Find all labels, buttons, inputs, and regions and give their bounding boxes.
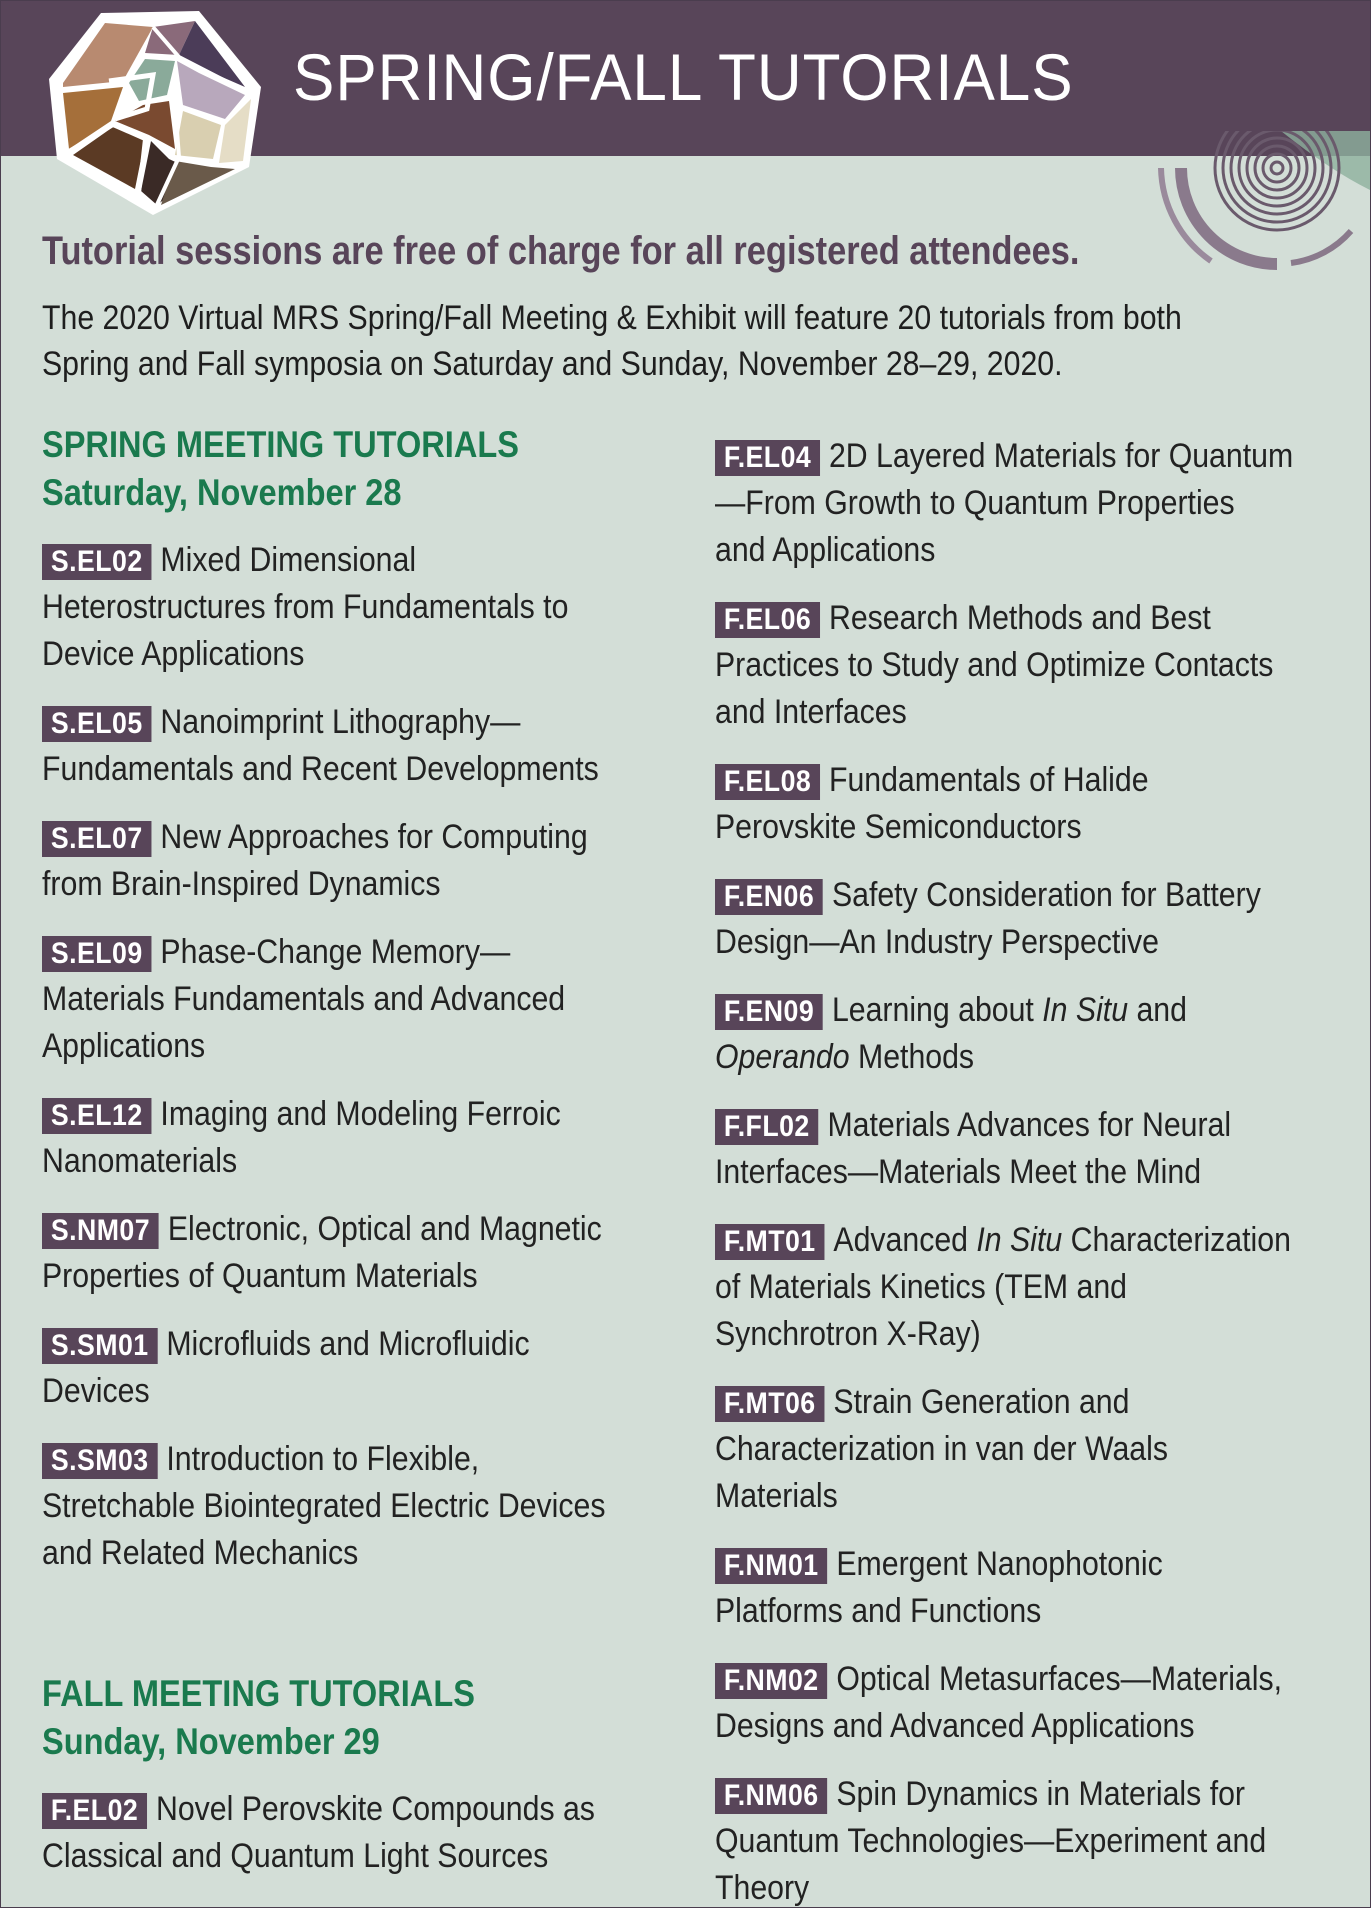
left-column [42, 421, 622, 1901]
faceted-hexagon-logo-icon [49, 9, 271, 219]
right-column [715, 433, 1295, 1908]
tutorial-item [715, 757, 1294, 851]
tutorial-item [715, 1379, 1294, 1520]
tutorial-item [715, 1541, 1294, 1635]
spring-section-date: Saturday, November 28 [42, 472, 402, 513]
tutorial-title: Spin Dynamics in Materials for Quantum Technologies—Experiment and Theory [715, 1775, 1267, 1907]
tutorial-code-badge: F.EN06 [715, 879, 823, 915]
tutorial-title-italic: Operando [715, 1038, 850, 1076]
tutorial-code-badge: F.EL04 [715, 440, 820, 476]
tutorial-item [42, 929, 621, 1070]
tutorial-title-post: Methods [849, 1038, 975, 1076]
tutorial-title: Microfluids and Microfluidic Devices [42, 1325, 530, 1410]
tutorial-title: Research Methods and Best Practices to Study and Optimize Contacts and Interfaces [715, 599, 1274, 731]
tutorial-title: Novel Perovskite Compounds as Classical and Quantum Light Sources [42, 1790, 595, 1875]
tutorial-code-badge: S.NM07 [42, 1213, 159, 1249]
tutorial-code-badge: S.EL02 [42, 544, 152, 580]
tutorial-item [715, 1217, 1294, 1358]
tutorial-item [715, 595, 1294, 736]
tutorial-code-badge: F.EN09 [715, 994, 823, 1030]
tutorial-code-badge: S.EL12 [42, 1098, 152, 1134]
tutorial-title: Mixed Dimensional Heterostructures from Fundamentals to Device Applications [42, 541, 569, 673]
tutorial-title: Fundamentals of Halide Perovskite Semiconductors [715, 761, 1149, 846]
tutorial-code-badge: S.EL05 [42, 706, 152, 742]
tutorial-title-pre: Learning about [831, 991, 1043, 1029]
fall-section-date: Sunday, November 29 [42, 1721, 380, 1762]
tutorial-title: 2D Layered Materials for Quantum—From Growth to Quantum Properties and Applications [715, 437, 1294, 569]
tutorial-item [715, 1102, 1294, 1196]
tutorial-code-badge: F.EL02 [42, 1793, 147, 1829]
tutorial-code-badge: F.NM06 [715, 1778, 827, 1814]
tutorial-code-badge: S.EL09 [42, 936, 152, 972]
tutorial-code-badge: F.MT01 [715, 1224, 824, 1260]
tutorial-title: Optical Metasurfaces—Materials, Designs and Advanced Applications [715, 1660, 1283, 1745]
tutorial-item [715, 1656, 1294, 1750]
tutorial-title: Emergent Nanophotonic Platforms and Functions [715, 1545, 1163, 1630]
tutorial-item [715, 872, 1294, 966]
page-title: SPRING/FALL TUTORIALS [293, 40, 1074, 114]
tutorial-item [42, 1436, 621, 1577]
concentric-rings-decoration-icon [1151, 131, 1371, 291]
tutorial-title-post: Characterization of Materials Kinetics (TEM and Synchrotron X-Ray) [715, 1221, 1291, 1353]
tutorial-item [42, 699, 621, 793]
tutorial-item [42, 537, 621, 678]
tutorial-title: New Approaches for Computing from Brain-Inspired Dynamics [42, 818, 588, 903]
tutorial-title: Nanoimprint Lithography—Fundamentals and Recent Developments [42, 703, 599, 788]
fall-section-heading: FALL MEETING TUTORIALS [42, 1673, 475, 1714]
tutorial-item [42, 1091, 621, 1185]
tutorial-item [715, 433, 1294, 574]
tutorial-code-badge: F.NM01 [715, 1548, 827, 1584]
intro-text: The 2020 Virtual MRS Spring/Fall Meeting & Exhibit will feature 20 tutorials from both Spring and Fall symposia on Saturday and Sunday, November 28–29, 2020. [42, 299, 1182, 383]
tutorial-item [715, 987, 1294, 1081]
tutorial-item [42, 1206, 621, 1300]
tutorial-title-italic: In Situ [976, 1221, 1063, 1259]
tutorial-item [42, 814, 621, 908]
tutorial-code-badge: F.EL06 [715, 602, 820, 638]
tutorial-title-pre: Advanced [833, 1221, 977, 1259]
tutorial-title-italic: In Situ [1042, 991, 1129, 1029]
spring-section-heading: SPRING MEETING TUTORIALS [42, 424, 519, 465]
tutorial-title: Introduction to Flexible, Stretchable Biointegrated Electric Devices and Related Mechanics [42, 1440, 606, 1572]
tutorial-title: Imaging and Modeling Ferroic Nanomaterials [42, 1095, 561, 1180]
tutorial-code-badge: F.FL02 [715, 1109, 819, 1145]
tutorial-title: Safety Consideration for Battery Design—An Industry Perspective [715, 876, 1261, 961]
tutorial-code-badge: S.EL07 [42, 821, 152, 857]
tutorial-title-mid: and [1128, 991, 1187, 1029]
tutorial-title: Phase-Change Memory—Materials Fundamentals and Advanced Applications [42, 933, 566, 1065]
tutorial-title: Materials Advances for Neural Interfaces—Materials Meet the Mind [715, 1106, 1232, 1191]
tutorial-item [42, 1321, 621, 1415]
tutorial-code-badge: S.SM01 [42, 1328, 157, 1364]
intro-heading: Tutorial sessions are free of charge for all registered attendees. [42, 229, 1080, 273]
tutorial-item [42, 1786, 621, 1880]
tutorial-title: Strain Generation and Characterization in van der Waals Materials [715, 1383, 1168, 1515]
tutorial-code-badge: S.SM03 [42, 1443, 157, 1479]
tutorial-code-badge: F.NM02 [715, 1663, 827, 1699]
tutorial-item [715, 1771, 1294, 1908]
tutorial-title: Electronic, Optical and Magnetic Properties of Quantum Materials [42, 1210, 602, 1295]
tutorial-code-badge: F.EL08 [715, 764, 820, 800]
tutorial-code-badge: F.MT06 [715, 1386, 824, 1422]
